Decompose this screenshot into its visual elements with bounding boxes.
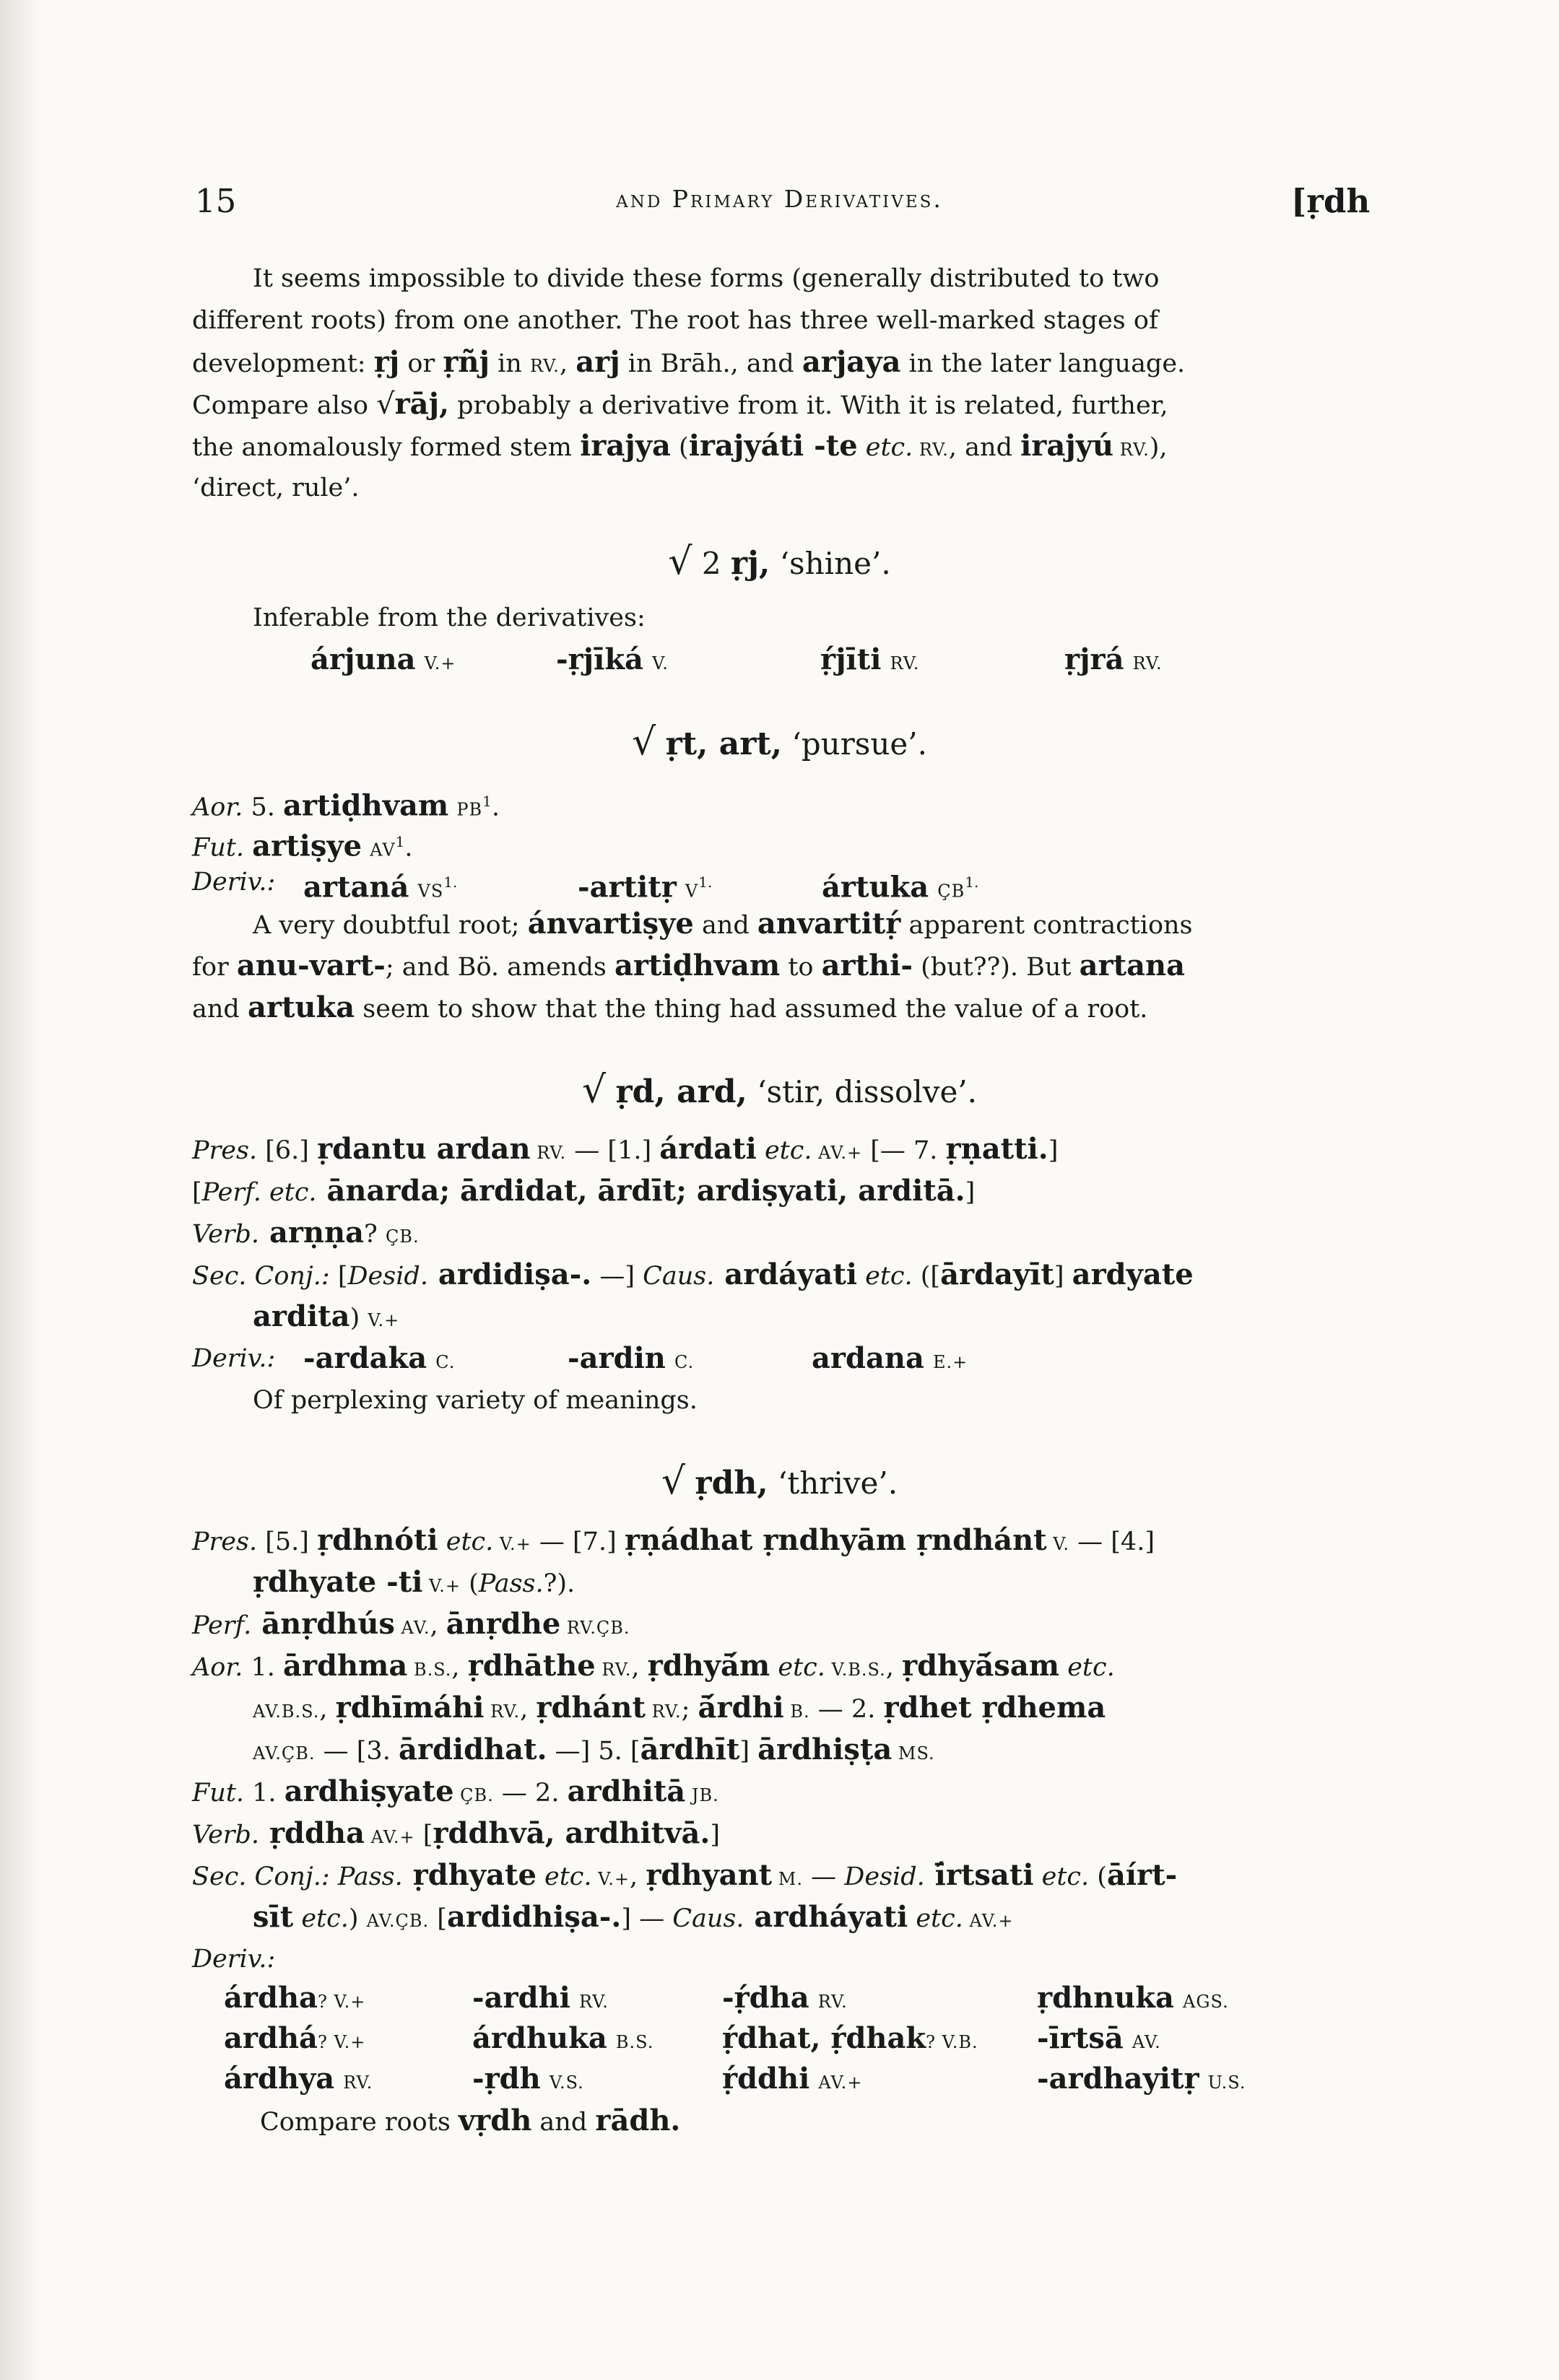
heading-thrive: √ ṛdh, ‘thrive’. [661,1460,898,1503]
deriv-table-cell: -ṛdh V.S. [472,2062,584,2096]
shine-deriv-1: árjuna V.+ [311,642,456,676]
shine-deriv-4: ṛjrá RV. [1064,642,1163,676]
header-root: [ṛdh [1291,182,1371,220]
intro-line-1: It seems impossible to divide these forms (generally distributed to two [253,264,1160,293]
thrive-verb: Verb. ṛddha AV.+ [ṛddhvā, ardhitvā.] [192,1816,720,1850]
shine-deriv-2: -ṛjīká V. [556,642,669,676]
stir-pres: Pres. [6.] ṛdantu ardan RV. — [1.] árdati etc. AV.+ [— 7. ṛṇatti.] [192,1132,1059,1166]
deriv-table-cell: -ardhi RV. [472,1981,609,2015]
heading-stir: √ ṛd, ard, ‘stir, dissolve’. [581,1068,978,1112]
stir-sec-conj-1: Sec. Conj.: [Desid. ardidiṣa-. —] Caus. ardáyati etc. ([ārdayīt] ardyate [192,1257,1194,1291]
pursue-fut: Fut. artiṣye $AV^1$. [192,829,413,863]
shine-deriv-3: ṛ́jīti RV. [820,642,920,676]
deriv-table-cell: ardhá? V.+ [224,2021,366,2055]
scan-edge-shadow [0,0,43,2380]
pursue-note-1: A very doubtful root; ánvartiṣye and anvartitṛ́ apparent contractions [253,907,1193,941]
intro-line-5: the anomalously formed stem irajya (irajyáti -te etc. RV., and irajyú RV.), [192,429,1168,463]
pursue-note-3: and artuka seem to show that the thing had assumed the value of a root. [192,990,1148,1024]
thrive-deriv-label: Deriv.: [192,1945,276,1974]
pursue-deriv-1: artaná $VS^{1.}$ [303,870,458,905]
deriv-table-cell: ṛdhnuka AGS. [1037,1981,1229,2015]
thrive-compare: Compare roots vṛdh and rādh. [260,2104,681,2137]
deriv-table-cell: ṛ́dhat, ṛ́dhak? V.B. [722,2021,978,2055]
intro-line-4: Compare also √rāj, probably a derivative from it. With it is related, further, [192,387,1168,421]
stir-deriv-3: ardana E.+ [812,1341,968,1375]
page-number: 15 [195,182,237,220]
pursue-deriv-2: -artitṛ $V^{1.}$ [578,870,713,905]
stir-sec-conj-2: ardita) V.+ [253,1299,400,1333]
deriv-table-cell: árdhuka B.S. [472,2021,654,2055]
pursue-deriv-label: Deriv.: [192,868,276,897]
pursue-deriv-3: ártuka $ÇB^{1.}$ [822,870,979,905]
pursue-note-2: for anu-vart-; and Bö. amends artiḍhvam to arthi- (but??). But artana [192,949,1186,982]
deriv-table-cell: árdha? V.+ [224,1981,366,2015]
running-header [0,182,1559,225]
thrive-aor-3: AV.ÇB. — [3. ārdidhat. —] 5. [ārdhīt] ārdhiṣṭa MS. [253,1732,935,1766]
thrive-sec-conj-1: Sec. Conj.: Pass. ṛdhyate etc. V.+, ṛdhyant M. — Desid. ī́rtsati etc. (āírt- [192,1858,1178,1892]
deriv-table-cell: -ṛ́dha RV. [722,1981,848,2015]
heading-pursue: √ ṛt, art, ‘pursue’. [632,720,927,764]
pursue-aor: Aor. 5. artiḍhvam $PB^1$. [192,788,500,823]
stir-deriv-2: -ardin C. [568,1341,695,1375]
thrive-pres-1: Pres. [5.] ṛdhnóti etc. V.+ — [7.] ṛṇádhat ṛndhyām ṛndhánt V. — [4.] [192,1523,1155,1557]
intro-line-3: development: ṛj or ṛñj in RV., arj in Brāh., and arjaya in the later language. [192,345,1186,379]
stir-deriv-label: Deriv.: [192,1344,276,1373]
stir-note: Of perplexing variety of meanings. [253,1386,698,1415]
thrive-aor-1: Aor. 1. ārdhma B.S., ṛdhāthe RV., ṛdhyā́m etc. V.B.S., ṛdhyā́sam etc. [192,1649,1115,1683]
thrive-aor-2: AV.B.S., ṛdhīmáhi RV., ṛdhánt RV.; ā́rdhi B. — 2. ṛdhet ṛdhema [253,1691,1106,1725]
intro-line-2: different roots) from one another. The root has three well-marked stages of [192,306,1158,335]
stir-perf: [Perf. etc. ānarda; ārdidat, ārdīt; ardiṣyati, arditā.] [192,1174,976,1208]
intro-line-6: ‘direct, rule’. [192,474,360,502]
thrive-perf: Perf. ānṛdhús AV., ānṛdhe RV.ÇB. [192,1607,630,1641]
shine-note: Inferable from the derivatives: [253,603,646,632]
deriv-table-cell: -īrtsā AV. [1037,2021,1161,2055]
thrive-fut: Fut. 1. ardhiṣyate ÇB. — 2. ardhitā JB. [192,1774,719,1808]
deriv-table-cell: -ardhayitṛ U.S. [1037,2062,1246,2096]
heading-shine: √ 2 ṛj, ‘shine’. [668,540,891,583]
deriv-table-cell: árdhya RV. [224,2062,373,2096]
header-title: and Primary Derivatives. [616,185,943,213]
thrive-sec-conj-2: sīt etc.) AV.ÇB. [ardidhiṣa-.] — Caus. ardháyati etc. AV.+ [253,1900,1014,1934]
deriv-table-cell: ṛ́ddhi AV.+ [722,2062,863,2096]
thrive-pres-2: ṛdhyate -ti V.+ (Pass.?). [253,1565,576,1599]
stir-verb: Verb. arṇṇa? ÇB. [192,1216,420,1250]
stir-deriv-1: -ardaka C. [303,1341,456,1375]
